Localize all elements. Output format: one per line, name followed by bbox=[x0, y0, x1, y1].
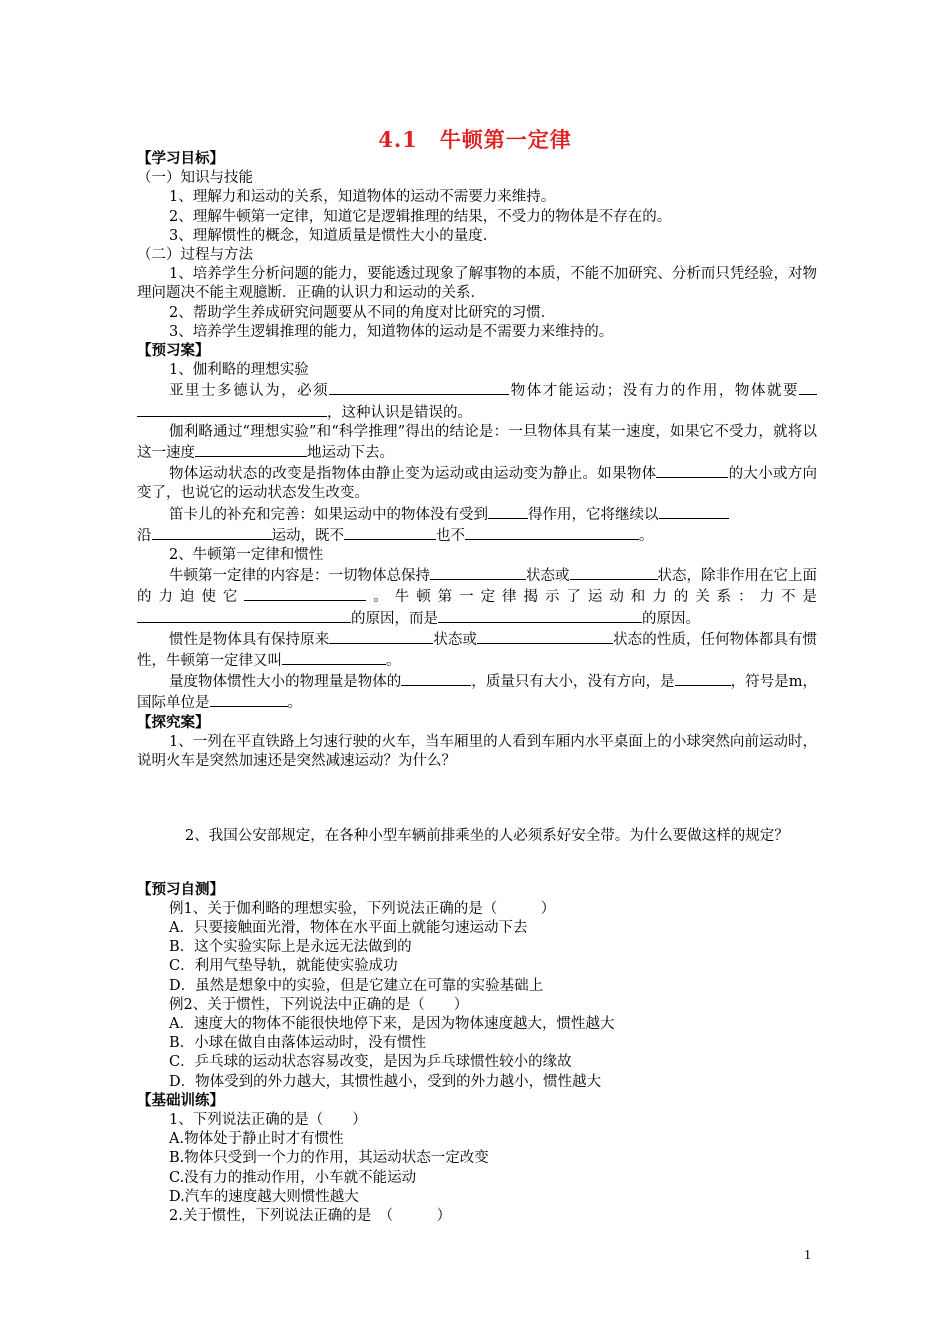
answer-blank[interactable] bbox=[799, 380, 817, 395]
answer-blank[interactable] bbox=[329, 629, 433, 644]
answer-space bbox=[137, 847, 817, 881]
answer-blank[interactable] bbox=[675, 671, 731, 686]
question-stem: 2.关于惯性，下列说法正确的是 （ ） bbox=[169, 1207, 452, 1224]
objective-item: 1、理解力和运动的关系，知道物体的运动不需要力来维持。 bbox=[169, 189, 556, 206]
answer-blank[interactable] bbox=[195, 442, 307, 457]
answer-option: C．乒乓球的运动状态容易改变，是因为乒乓球惯性较小的缘故 bbox=[169, 1054, 572, 1071]
answer-blank[interactable] bbox=[137, 402, 327, 417]
answer-blank[interactable] bbox=[282, 650, 386, 665]
question-stem: 例2、关于惯性，下列说法中正确的是（ ） bbox=[169, 996, 469, 1013]
answer-option: D．虽然是想象中的实验，但是它建立在可靠的实验基础上 bbox=[169, 977, 544, 994]
answer-blank[interactable] bbox=[477, 629, 613, 644]
answer-option: D．物体受到的外力越大，其惯性越小，受到的外力越小，惯性越大 bbox=[169, 1073, 602, 1090]
answer-blank[interactable] bbox=[344, 525, 436, 540]
document-body bbox=[137, 150, 817, 1226]
section-heading-selftest: 【预习自测】 bbox=[137, 881, 224, 898]
objective-subheading: （一）知识与技能 bbox=[137, 170, 253, 187]
explore-question: 2、我国公安部规定，在各种小型车辆前排乘坐的人必须系好安全带。为什么要做这样的规定？ bbox=[185, 828, 789, 845]
objective-item: 2、帮助学生养成研究问题要从不同的角度对比研究的习惯． bbox=[169, 304, 556, 321]
answer-option: A.物体处于静止时才有惯性 bbox=[169, 1131, 344, 1148]
section-heading-preview: 【预习案】 bbox=[137, 343, 210, 360]
answer-option: D.汽车的速度越大则惯性越大 bbox=[169, 1188, 359, 1205]
fill-in-paragraph: 物体运动状态的改变是指物体由静止变为运动或由运动变为静止。如果物体 的大小或方向变了，也说它的运动状态发生改变。 bbox=[137, 463, 817, 503]
objective-subheading: （二）过程与方法 bbox=[137, 247, 253, 264]
fill-in-paragraph: 伽利略通过“理想实验”和“科学推理”得出的结论是：一旦物体具有某一速度，如果它不受力，就将以这一速度 地运动下去。 bbox=[137, 423, 817, 462]
answer-blank[interactable] bbox=[210, 692, 288, 707]
question-stem: 1、下列说法正确的是（ ） bbox=[169, 1111, 367, 1128]
answer-option: A．只要接触面光滑，物体在水平面上就能匀速运动下去 bbox=[169, 919, 528, 936]
preview-subheading: 1、伽利略的理想实验 bbox=[169, 362, 309, 379]
page-title: 4.1 牛顿第一定律 bbox=[378, 127, 572, 152]
objective-item: 3、培养学生逻辑推理的能力，知道物体的运动是不需要力来维持的。 bbox=[169, 323, 614, 340]
explore-question: 1、一列在平直铁路上匀速行驶的火车，当车厢里的人看到车厢内水平桌面上的小球突然向前运动时，说明火车是突然加速还是突然减速运动？为什么？ bbox=[137, 733, 817, 770]
answer-blank[interactable] bbox=[430, 565, 526, 580]
objective-item: 3、理解惯性的概念，知道质量是惯性大小的量度. bbox=[169, 227, 488, 244]
answer-space bbox=[137, 771, 817, 827]
answer-option: B．这个实验实际上是永远无法做到的 bbox=[169, 939, 412, 956]
page-number: 1 bbox=[804, 1248, 811, 1263]
section-heading-objectives: 【学习目标】 bbox=[137, 151, 224, 167]
answer-option: A．速度大的物体不能很快地停下来，是因为物体速度越大，惯性越大 bbox=[169, 1015, 615, 1032]
answer-blank[interactable] bbox=[570, 565, 658, 580]
objective-item: 2、理解牛顿第一定律，知道它是逻辑推理的结果，不受力的物体是不存在的。 bbox=[169, 208, 672, 225]
answer-option: C.没有力的推动作用，小车就不能运动 bbox=[169, 1169, 417, 1186]
answer-option: C．利用气垫导轨，就能使实验成功 bbox=[169, 958, 398, 975]
fill-in-paragraph: 亚里士多德认为，必须 物体才能运动；没有力的作用，物体就要，这种认识是错误的。 bbox=[137, 380, 817, 422]
fill-in-paragraph: 笛卡儿的补充和完善：如果运动中的物体没有受到 得作用，它将继续以 沿 运动，既不 也不 。 bbox=[137, 504, 817, 546]
answer-blank[interactable] bbox=[465, 525, 639, 540]
section-heading-explore: 【探究案】 bbox=[137, 714, 210, 731]
answer-blank[interactable] bbox=[137, 608, 351, 623]
answer-option: B．小球在做自由落体运动时，没有惯性 bbox=[169, 1035, 427, 1052]
answer-blank[interactable] bbox=[152, 525, 272, 540]
fill-in-paragraph: 牛顿第一定律的内容是：一切物体总保持 状态或 状态，除非作用在它上面的力迫使它 。牛顿第一定律揭示了运动和力的关系：力不是的原因，而是 的原因。 bbox=[137, 565, 817, 629]
fill-in-paragraph: 惯性是物体具有保持原来 状态或 状态的性质，任何物体都具有惯性，牛顿第一定律又叫 。 bbox=[137, 629, 817, 671]
objective-item: 1、培养学生分析问题的能力，要能透过现象了解事物的本质，不能不加研究、分析而只凭经验，对物理问题决不能主观臆断．正确的认识力和运动的关系． bbox=[137, 266, 817, 302]
preview-subheading: 2、牛顿第一定律和惯性 bbox=[169, 547, 324, 564]
answer-blank[interactable] bbox=[656, 463, 728, 478]
answer-blank[interactable] bbox=[488, 504, 528, 519]
answer-blank[interactable] bbox=[401, 671, 471, 686]
answer-blank[interactable] bbox=[244, 586, 366, 601]
answer-blank[interactable] bbox=[329, 380, 509, 395]
answer-option: B.物体只受到一个力的作用，其运动状态一定改变 bbox=[169, 1150, 489, 1167]
question-stem: 例1、关于伽利略的理想实验，下列说法正确的是（ ） bbox=[169, 900, 556, 917]
answer-blank[interactable] bbox=[659, 504, 729, 519]
section-heading-basic: 【基础训练】 bbox=[137, 1092, 224, 1109]
answer-blank[interactable] bbox=[438, 608, 642, 623]
fill-in-paragraph: 量度物体惯性大小的物理量是物体的 ，质量只有大小，没有方向，是 ，符号是m，国际单位是 。 bbox=[137, 671, 817, 713]
